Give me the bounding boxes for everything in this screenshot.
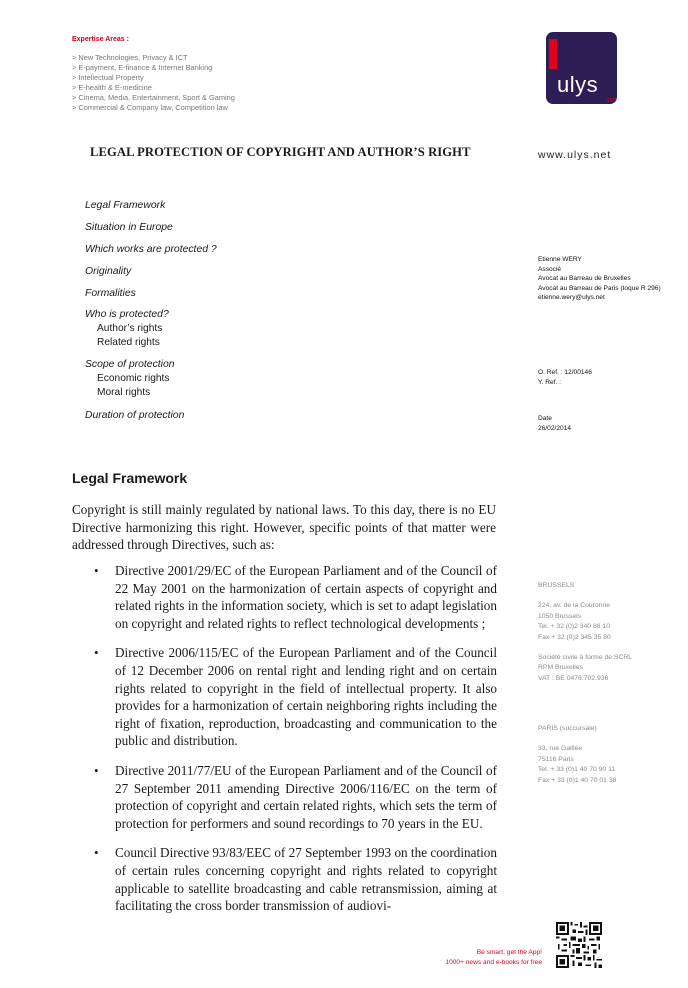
- company-form: Société civile à forme de SCRL: [538, 654, 633, 662]
- toc-item[interactable]: Which works are protected ?: [85, 244, 217, 255]
- expertise-item: > Cinema, Media, Entertainment, Sport & Gaming: [72, 93, 235, 102]
- logo-text: ulys: [557, 72, 599, 97]
- date-value: 26/02/2014: [538, 424, 572, 432]
- author-bar-paris: Avocat au Barreau de Paris (toque R 296): [538, 284, 661, 292]
- promo-line-1: Be smart, get the App!: [476, 949, 542, 956]
- toc-group-who: [85, 308, 217, 350]
- your-reference: Y. Ref. :: [538, 378, 561, 386]
- logo-red-bar: [549, 39, 557, 69]
- author-bar-brussels: Avocat au Barreau de Bruxelles: [538, 275, 631, 283]
- paris-city: 75116 Paris: [538, 755, 574, 763]
- expertise-item: > New Technologies, Privacy & ICT: [72, 53, 188, 62]
- toc-item[interactable]: Duration of protection: [85, 410, 185, 421]
- bullet-icon: •: [94, 645, 99, 661]
- brussels-tel: Tel. + 32 (0)2 340 88 10: [538, 623, 610, 631]
- intro-paragraph: Copyright is still mainly regulated by national laws. To this day, there is no EU Directive harmonizing this right. However, specific points of that matter were addressed through Directives, such as:: [72, 502, 496, 553]
- paris-tel: Tel. + 33 (0)1 40 70 90 11: [538, 766, 616, 774]
- qr-code-icon[interactable]: [556, 922, 602, 968]
- reference-block: [538, 368, 592, 387]
- author-name: Etienne WERY: [538, 256, 582, 263]
- list-item: [96, 562, 497, 632]
- bullet-icon: •: [94, 762, 99, 778]
- list-item: [96, 644, 497, 750]
- expertise-item: > E-health & E-medicine: [72, 83, 152, 92]
- table-of-contents: [85, 198, 217, 430]
- list-item-text: Directive 2001/29/EC of the European Parliament and of the Council of 22 May 2001 on the harmonization of certain aspects of copyright and related rights in the information society, which is set to adapt legislation on copyright and related rights to reflect technological developments ;: [115, 563, 497, 631]
- brussels-street: 224, av. de la Couronne: [538, 602, 611, 610]
- toc-subitem[interactable]: Related rights: [97, 337, 160, 348]
- author-email[interactable]: etienne.wery@ulys.net: [538, 294, 605, 302]
- toc-item[interactable]: Legal Framework: [85, 200, 166, 211]
- date-block: [538, 414, 571, 433]
- app-promo[interactable]: [445, 948, 542, 968]
- bullet-icon: •: [94, 563, 99, 578]
- bullet-icon: •: [94, 845, 99, 861]
- company-vat: VAT : BE 0476.702.936: [538, 674, 609, 682]
- document-title: LEGAL PROTECTION OF COPYRIGHT AND AUTHOR’S RIGHT: [90, 145, 471, 159]
- list-item-text: Directive 2006/115/EC of the European Parliament and of the Council of 12 December 2006 on rental right and lending right and on certain rights related to copyright in the field of intellectual property. It also provides for a harmonization of certain neighboring rights including the right of fixation, reproduction, broadcasting and communication to the public and distribution.: [115, 645, 497, 749]
- toc-item[interactable]: Scope of protection: [85, 359, 175, 370]
- paris-label: PARIS (succursale): [538, 725, 597, 732]
- toc-item[interactable]: Formalities: [85, 288, 136, 299]
- company-rpm: RPM Bruxelles: [538, 664, 583, 672]
- expertise-item: > E-payment, E-finance & Internet Banking: [72, 63, 213, 72]
- list-item: [96, 844, 497, 914]
- toc-item[interactable]: Originality: [85, 266, 132, 277]
- list-item-text: Council Directive 93/83/EEC of 27 September 1993 on the coordination of certain rules concerning copyright and rights related to copyright applicable to satellite broadcasting and cable retransmission, aiming at facilitating the cross border transmission of audiovi-: [115, 845, 497, 914]
- our-reference: O. Ref. : 12/00146: [538, 369, 592, 376]
- toc-group-scope: [85, 358, 217, 400]
- paris-fax: Fax + 33 (0)1 40 70 01 38: [538, 776, 617, 784]
- expertise-item: > Commercial & Company law, Competition law: [72, 103, 228, 112]
- paris-street: 33, rue Galilée: [538, 745, 583, 753]
- expertise-list: [72, 53, 235, 113]
- brussels-address: [538, 581, 632, 684]
- toc-item[interactable]: Situation in Europe: [85, 222, 173, 233]
- date-label: Date: [538, 415, 552, 422]
- list-item-text: Directive 2011/77/EU of the European Parliament and of the Council of 27 September 2011 amending Directive 2006/116/EC on the term of protection of copyright and certain related rights, which sets the term of protection for performers and sound recordings to 70 years in the EU.: [115, 762, 497, 831]
- expertise-title: Expertise Areas :: [72, 36, 129, 43]
- author-role: Associé: [538, 265, 562, 273]
- brussels-label: BRUSSELS: [538, 582, 575, 589]
- author-block: [538, 255, 661, 303]
- toc-subitem[interactable]: Economic rights: [97, 373, 170, 384]
- brussels-city: 1050 Brussels: [538, 612, 582, 620]
- website-link[interactable]: www.ulys.net: [538, 149, 612, 161]
- ulys-logo: [546, 32, 617, 104]
- expertise-areas: [72, 36, 235, 113]
- logo-suffix: net: [607, 97, 617, 104]
- toc-subitem[interactable]: Moral rights: [97, 387, 151, 398]
- expertise-item: > Intellectual Property: [72, 73, 144, 82]
- toc-subitem[interactable]: Author’s rights: [97, 323, 163, 334]
- promo-line-2: 1000+ news and e-books for free: [445, 959, 542, 966]
- section-heading: Legal Framework: [72, 470, 188, 486]
- directive-list: [96, 562, 497, 927]
- toc-item[interactable]: Who is protected?: [85, 309, 169, 320]
- brussels-fax: Fax + 32 (0)2 345 35 80: [538, 633, 611, 641]
- list-item: [96, 762, 497, 832]
- paris-address: [538, 724, 616, 786]
